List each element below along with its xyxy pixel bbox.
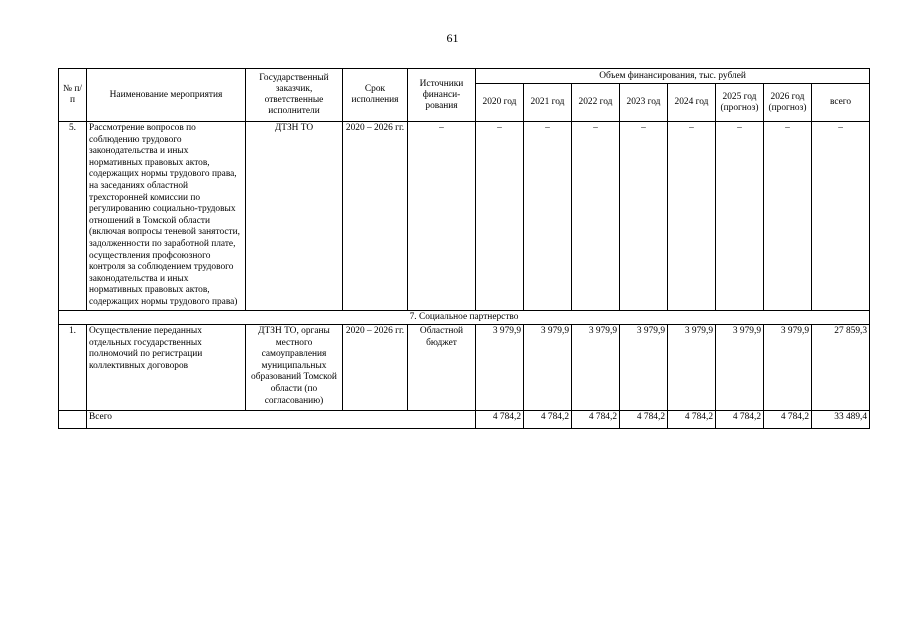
total-value: 4 784,2 <box>764 411 812 429</box>
total-label: Всего <box>87 411 476 429</box>
row-value: – <box>716 122 764 311</box>
row-num: 1. <box>59 325 87 411</box>
row-name: Рассмотрение вопросов по соблюдению трудового законодательства и иных нормативных правовых актов, содержащих нормы трудового права, на заседаниях областной трехсторонней комиссии по регулированию социально-трудовых отношений в Томской области (включая вопросы теневой занятости, задолженности по заработной плате, осуществления профсоюзного контроля за соблюдением трудового законодательства и иных нормативных правовых актов, содержащих нормы трудового права) <box>87 122 246 311</box>
total-value: 4 784,2 <box>476 411 524 429</box>
table-row <box>59 122 870 311</box>
row-customer: ДТЗН ТО, органы местного самоуправления муниципальных образований Томской области (по согласованию) <box>246 325 343 411</box>
section-row <box>59 310 870 325</box>
header-total: всего <box>812 84 870 122</box>
row-value: 3 979,9 <box>668 325 716 411</box>
row-term: 2020 – 2026 гг. <box>343 122 408 311</box>
row-value: – <box>764 122 812 311</box>
row-customer: ДТЗН ТО <box>246 122 343 311</box>
total-value: 4 784,2 <box>620 411 668 429</box>
header-name: Наименование мероприятия <box>87 69 246 122</box>
header-year: 2020 год <box>476 84 524 122</box>
header-sources: Источники финанси-рования <box>408 69 476 122</box>
header-term: Срок исполнения <box>343 69 408 122</box>
header-year: 2025 год (прогноз) <box>716 84 764 122</box>
row-value: – <box>476 122 524 311</box>
header-year: 2024 год <box>668 84 716 122</box>
row-value: 3 979,9 <box>764 325 812 411</box>
header-row-top <box>59 69 870 84</box>
row-value: – <box>812 122 870 311</box>
total-value: 4 784,2 <box>572 411 620 429</box>
row-value: 3 979,9 <box>572 325 620 411</box>
row-num: 5. <box>59 122 87 311</box>
total-value: 4 784,2 <box>524 411 572 429</box>
section-title: 7. Социальное партнерство <box>59 310 870 325</box>
row-source: – <box>408 122 476 311</box>
total-spacer <box>59 411 87 429</box>
total-row <box>59 411 870 429</box>
row-value: 3 979,9 <box>620 325 668 411</box>
table-row <box>59 325 870 411</box>
row-term: 2020 – 2026 гг. <box>343 325 408 411</box>
row-value: – <box>668 122 716 311</box>
row-value: 3 979,9 <box>524 325 572 411</box>
row-value: 27 859,3 <box>812 325 870 411</box>
row-value: – <box>620 122 668 311</box>
header-customer: Государственный заказчик, ответственные исполнители <box>246 69 343 122</box>
total-value: 4 784,2 <box>716 411 764 429</box>
row-name: Осуществление переданных отдельных государственных полномочий по регистрации коллективных договоров <box>87 325 246 411</box>
financing-table <box>58 68 870 429</box>
total-value: 4 784,2 <box>668 411 716 429</box>
header-year: 2021 год <box>524 84 572 122</box>
row-source: Областной бюджет <box>408 325 476 411</box>
header-year: 2023 год <box>620 84 668 122</box>
header-num: № п/п <box>59 69 87 122</box>
row-value: 3 979,9 <box>716 325 764 411</box>
row-value: – <box>524 122 572 311</box>
header-funding-group: Объем финансирования, тыс. рублей <box>476 69 870 84</box>
row-value: – <box>572 122 620 311</box>
row-value: 3 979,9 <box>476 325 524 411</box>
header-year: 2026 год (прогноз) <box>764 84 812 122</box>
page-number: 61 <box>446 31 459 45</box>
header-year: 2022 год <box>572 84 620 122</box>
total-value: 33 489,4 <box>812 411 870 429</box>
